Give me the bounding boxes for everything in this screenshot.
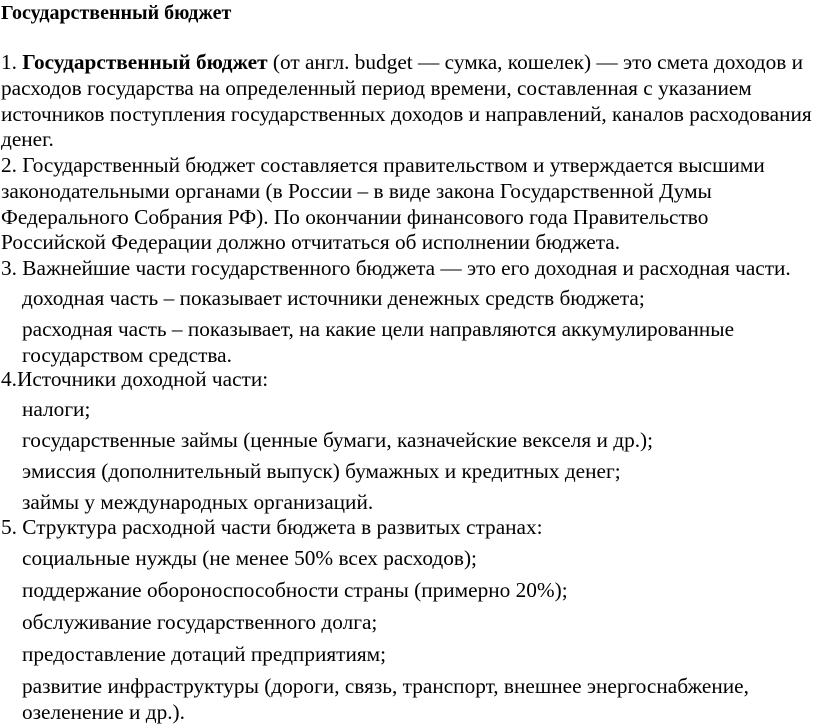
section-1-text: (от англ. budget — сумка, кошелек) — это смета доходов и расходов государства на определенный период времени, составленная с указанием источников поступления государственных доходов и направлений, каналов расходования денег. <box>1 50 812 152</box>
section-4-heading: 4.Источники доходной части: <box>1 367 269 391</box>
document-title: Государственный бюджет <box>1 2 232 24</box>
section-2: 2. Государственный бюджет составляется правительством и утверждается высшими законодательными органами (в России – в виде закона Государственной Думы Федерального Собрания РФ). По окончании финансового года Правительство Российской Федерации должно отчитаться об исполнении бюджета. <box>1 153 765 255</box>
list-item: поддержание обороноспособности страны (примерно 20%); <box>22 578 568 602</box>
list-item: расходная часть – показывает, на какие цели направляются аккумулированные государством средства. <box>22 317 735 367</box>
list-item: развитие инфраструктуры (дороги, связь, транспорт, внешнее энергоснабжение, озеленение и др.). <box>22 674 749 724</box>
section-5-heading: 5. Структура расходной части бюджета в развитых странах: <box>1 515 543 539</box>
section-3-heading: 3. Важнейшие части государственного бюджета — это его доходная и расходная части. <box>1 256 791 280</box>
section-1 <box>1 50 813 153</box>
list-item: предоставление дотаций предприятиям; <box>22 642 387 666</box>
section-1-term: Государственный бюджет <box>22 50 268 74</box>
list-item: займы у международных организаций. <box>22 490 374 514</box>
section-1-number: 1. <box>1 50 23 74</box>
list-item: государственные займы (ценные бумаги, казначейские векселя и др.); <box>22 428 654 452</box>
list-item: налоги; <box>22 397 91 421</box>
list-item: обслуживание государственного долга; <box>22 610 378 634</box>
list-item: эмиссия (дополнительный выпуск) бумажных и кредитных денег; <box>22 459 621 483</box>
list-item: социальные нужды (не менее 50% всех расходов); <box>22 546 477 570</box>
list-item: доходная часть – показывает источники денежных средств бюджета; <box>22 286 645 310</box>
